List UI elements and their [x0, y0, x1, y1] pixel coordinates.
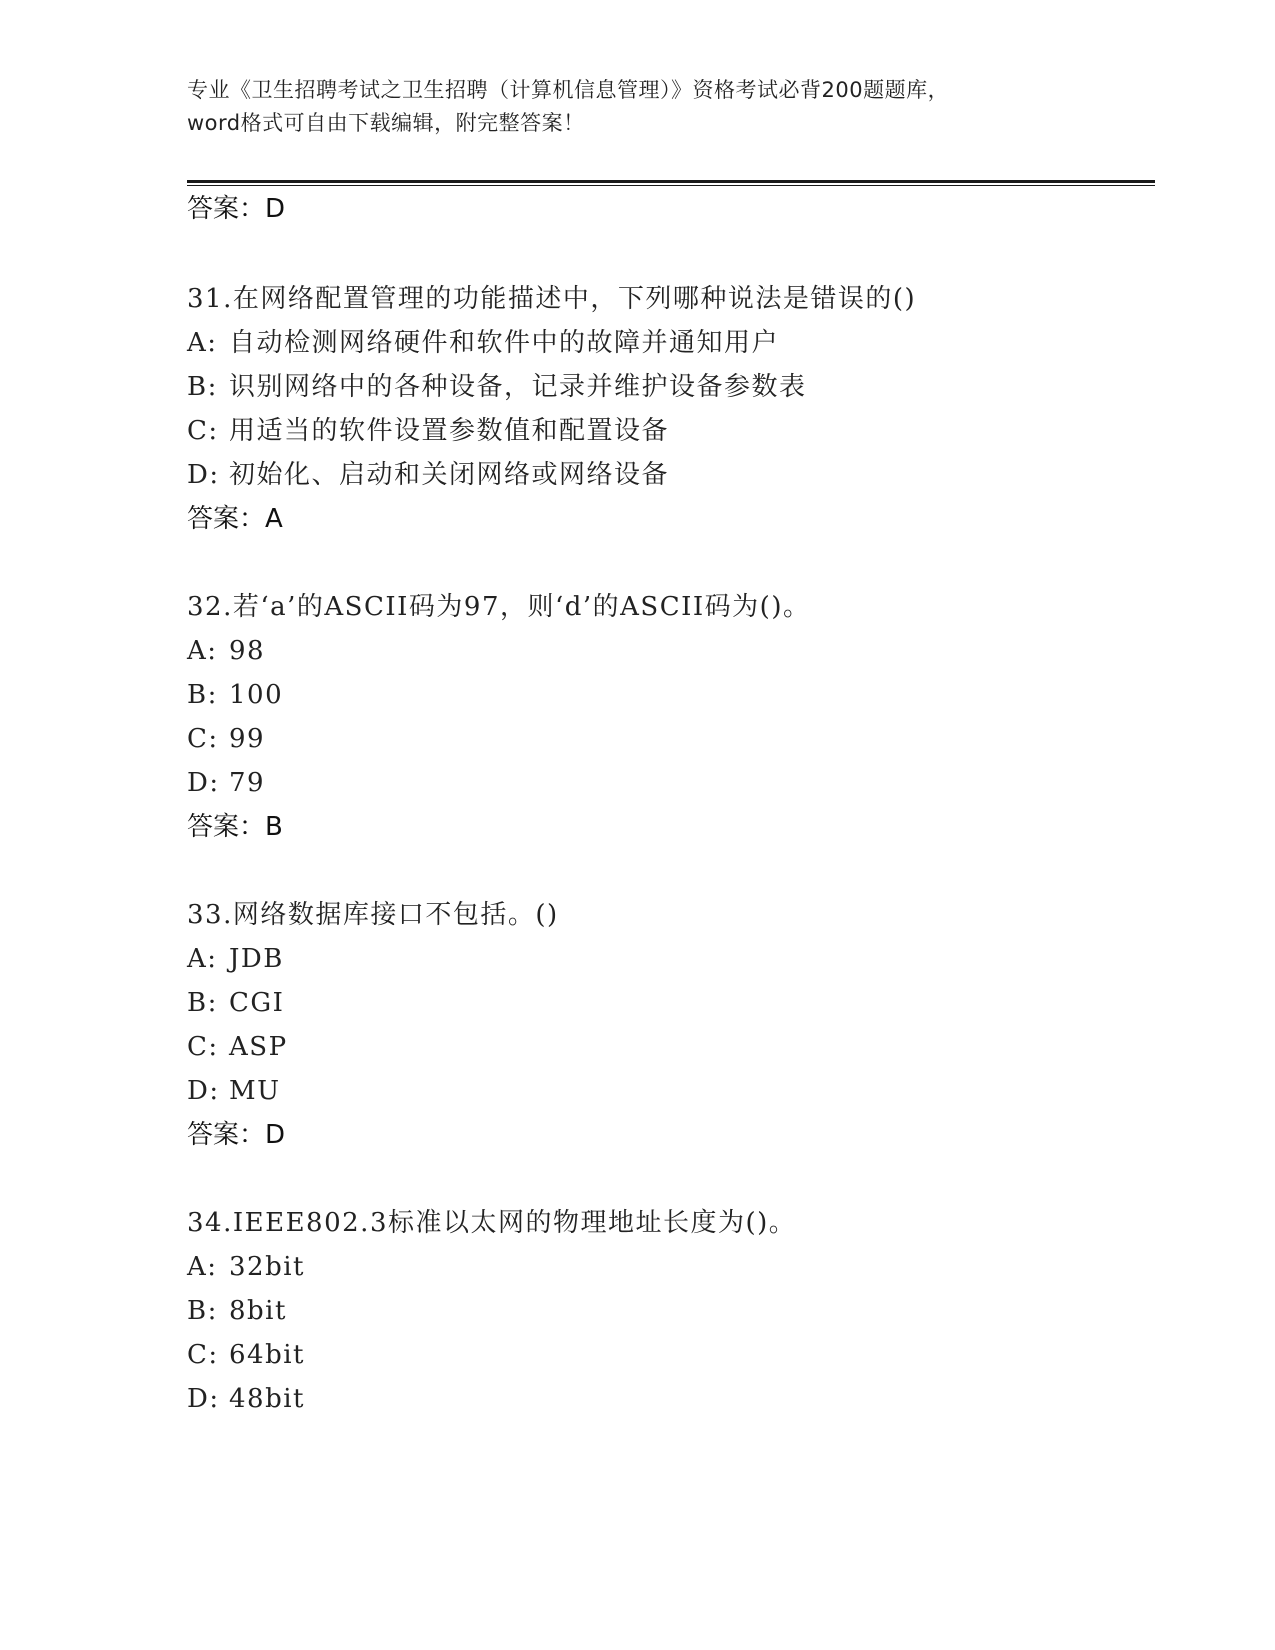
option-text: 识别网络中的各种设备，记录并维护设备参数表 [229, 372, 807, 402]
question-34-option-d [187, 1382, 305, 1416]
option-key: C: [187, 416, 219, 446]
question-32-option-b [187, 678, 283, 712]
header-title-line-1: 专业《卫生招聘考试之卫生招聘（计算机信息管理）》资格考试必背200题题库， [187, 78, 950, 102]
option-key: D: [187, 1384, 220, 1414]
option-key: A: [187, 944, 218, 974]
question-31-option-a [187, 326, 779, 360]
question-31-answer: 答案：A [187, 504, 283, 534]
question-31: 31.在网络配置管理的功能描述中，下列哪种说法是错误的() [187, 284, 917, 314]
option-text: ASP [229, 1032, 288, 1062]
option-text: 64bit [229, 1340, 305, 1370]
question-33: 33.网络数据库接口不包括。() [187, 900, 559, 930]
question-32-answer: 答案：B [187, 812, 283, 842]
question-33-option-d [187, 1074, 281, 1108]
question-33-option-c [187, 1030, 288, 1064]
question-31-option-c [187, 414, 669, 448]
question-32-option-d [187, 766, 265, 800]
option-key: A: [187, 328, 218, 358]
question-34-option-a [187, 1250, 305, 1284]
question-33-option-b [187, 986, 284, 1020]
question-33-option-a [187, 942, 284, 976]
option-text: 初始化、启动和关闭网络或网络设备 [229, 460, 670, 490]
question-34-option-c [187, 1338, 305, 1372]
option-key: C: [187, 1340, 219, 1370]
question-33-answer: 答案：D [187, 1120, 286, 1150]
question-34-option-b [187, 1294, 287, 1328]
option-text: 98 [229, 636, 266, 666]
option-key: D: [187, 460, 220, 490]
option-text: 自动检测网络硬件和软件中的故障并通知用户 [229, 328, 780, 358]
option-key: D: [187, 1076, 220, 1106]
question-31-option-d [187, 458, 669, 492]
option-key: B: [187, 988, 218, 1018]
question-32: 32.若‘a’的ASCII码为97，则‘d’的ASCII码为()。 [187, 592, 811, 622]
header-divider-thin [187, 185, 1155, 186]
option-text: 32bit [229, 1252, 305, 1282]
option-text: JDB [229, 944, 284, 974]
header-title-line-2: word格式可自由下载编辑，附完整答案！ [187, 111, 585, 135]
option-text: MU [229, 1076, 281, 1106]
option-text: 99 [229, 724, 266, 754]
option-text: CGI [229, 988, 285, 1018]
option-text: 48bit [229, 1384, 305, 1414]
option-key: C: [187, 1032, 219, 1062]
question-32-option-c [187, 722, 265, 756]
option-key: B: [187, 372, 218, 402]
question-34: 34.IEEE802.3标准以太网的物理地址长度为()。 [187, 1208, 797, 1238]
option-text: 用适当的软件设置参数值和配置设备 [229, 416, 670, 446]
option-key: B: [187, 1296, 218, 1326]
option-key: B: [187, 680, 218, 710]
option-key: A: [187, 636, 218, 666]
header-divider-thick [187, 180, 1155, 183]
option-key: A: [187, 1252, 218, 1282]
option-text: 8bit [229, 1296, 287, 1326]
option-key: C: [187, 724, 219, 754]
option-text: 100 [229, 680, 284, 710]
option-text: 79 [229, 768, 266, 798]
previous-answer: 答案：D [187, 194, 286, 224]
option-key: D: [187, 768, 220, 798]
document-header [187, 74, 1087, 140]
question-32-option-a [187, 634, 265, 668]
question-31-option-b [187, 370, 807, 404]
